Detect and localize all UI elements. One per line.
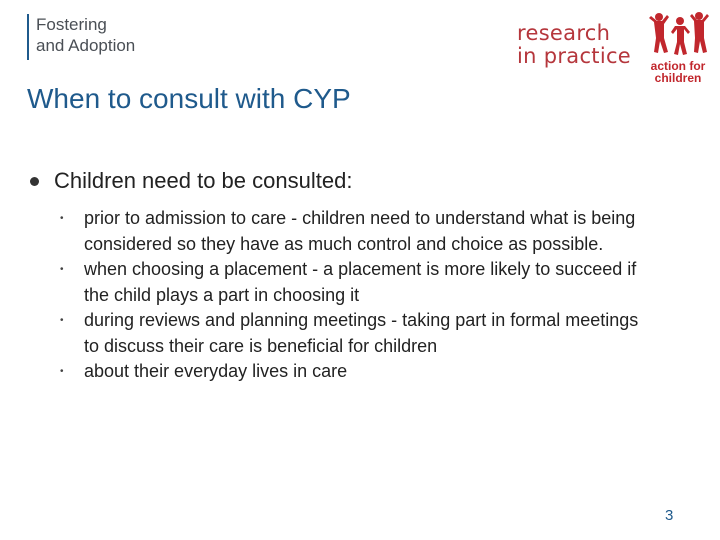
main-bullet-text: Children need to be consulted:	[54, 168, 353, 193]
action-for-children-logo	[646, 12, 710, 85]
slide-title: When to consult with CYP	[27, 83, 351, 114]
sub-bullet-list	[60, 206, 640, 385]
list-item-text: when choosing a placement - a placement is more likely to succeed if the child plays a part in choosing it	[84, 259, 637, 305]
fostering-adoption-logo	[27, 14, 135, 60]
list-item	[60, 308, 640, 359]
brand-left-line1: Fostering	[36, 15, 107, 34]
afc-line2: children	[654, 71, 702, 85]
list-item-text: prior to admission to care - children need to understand what is being considered so they have as much control and choice as possible.	[84, 208, 636, 254]
brand-left-line2: and Adoption	[36, 36, 136, 55]
list-item-text: during reviews and planning meetings - taking part in formal meetings to discuss their care is beneficial for children	[84, 310, 639, 356]
list-item	[60, 206, 640, 257]
page-number: 3	[665, 507, 674, 524]
list-item	[60, 359, 640, 385]
bullet-dot-icon	[30, 177, 39, 186]
main-bullet-point	[30, 168, 352, 194]
list-item-text: about their everyday lives in care	[84, 361, 348, 381]
sub-bullet-icon: •	[60, 213, 64, 224]
research-in-practice-logo	[517, 22, 631, 68]
children-figures-icon	[646, 12, 710, 58]
rip-line1: research	[517, 21, 611, 45]
list-item	[60, 257, 640, 308]
sub-bullet-icon: •	[60, 264, 64, 275]
afc-line1: action for	[650, 59, 706, 73]
afc-wordmark	[646, 60, 710, 84]
rip-line2: in practice	[517, 44, 632, 68]
sub-bullet-icon: •	[60, 315, 64, 326]
sub-bullet-icon: •	[60, 366, 64, 377]
